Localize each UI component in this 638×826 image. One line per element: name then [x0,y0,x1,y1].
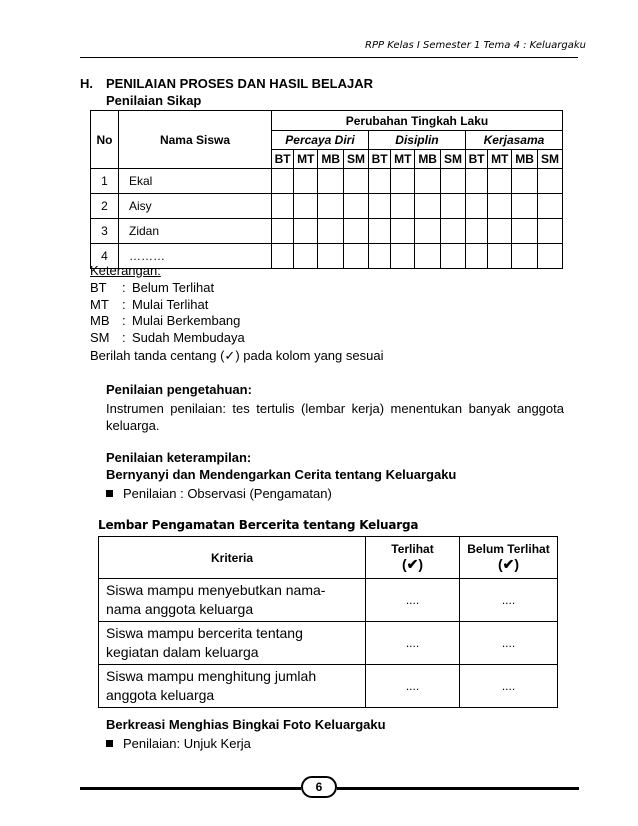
row-no: 1 [91,169,119,194]
table-row [91,244,563,269]
lembar-title: Lembar Pengamatan Bercerita tentang Keluarga [98,518,419,532]
level-header: BT [465,150,487,169]
footer-rule-right [337,787,579,790]
level-header: MT [391,150,415,169]
level-header: MB [318,150,344,169]
terlihat-cell: .... [366,665,460,708]
section-title: PENILAIAN PROSES DAN HASIL BELAJAR [106,76,374,91]
pengetahuan-heading: Penilaian pengetahuan: [106,382,252,397]
col-belum-header: Belum Terlihat (✔) [460,537,558,579]
bullet-icon [106,490,113,497]
legend-item: BT : Belum Terlihat [90,280,215,295]
col-no-header: No [91,111,119,169]
level-header: SM [344,150,369,169]
level-header: BT [368,150,390,169]
section-letter: H. [80,76,93,91]
belum-cell: .... [460,579,558,622]
col-nama-header: Nama Siswa [119,111,272,169]
row-nama: Aisy [119,194,272,219]
kriteria-cell: Siswa mampu bercerita tentang kegiatan dalam keluarga [99,622,366,665]
aspect-kerjasama: Kerjasama [465,131,562,150]
kriteria-cell: Siswa mampu menyebutkan nama-nama anggota keluarga [99,579,366,622]
kriteria-cell: Siswa mampu menghitung jumlah anggota keluarga [99,665,366,708]
row-nama: ……… [119,244,272,269]
belum-cell: .... [460,622,558,665]
aspect-disiplin: Disiplin [368,131,465,150]
col-terlihat-header: Terlihat (✔) [366,537,460,579]
legend-list [90,280,245,346]
legend-item: MB : Mulai Berkembang [90,313,241,328]
table-row [99,622,558,665]
level-header: BT [272,150,294,169]
table-row [99,665,558,708]
table-row [91,194,563,219]
col-kriteria-header: Kriteria [99,537,366,579]
keterampilan-subheading: Bernyanyi dan Mendengarkan Cerita tentang Keluargaku [106,467,457,482]
header-rule [80,57,578,58]
sikap-table [90,110,563,269]
table-row [99,579,558,622]
keterampilan-bullet: Penilaian : Observasi (Pengamatan) [106,486,332,501]
level-header: SM [538,150,563,169]
kreasi-heading: Berkreasi Menghias Bingkai Foto Keluargaku [106,717,386,732]
keterampilan-heading: Penilaian keterampilan: [106,450,252,465]
terlihat-cell: .... [366,622,460,665]
level-header: MB [415,150,441,169]
keterangan-label: Keterangan: [90,263,161,278]
terlihat-cell: .... [366,579,460,622]
row-nama: Ekal [119,169,272,194]
sikap-heading: Penilaian Sikap [106,93,202,108]
lembar-table [98,536,558,708]
row-no: 2 [91,194,119,219]
kreasi-bullet: Penilaian: Unjuk Kerja [106,736,251,751]
page-number: 6 [301,776,337,798]
row-nama: Zidan [119,219,272,244]
group-header: Perubahan Tingkah Laku [272,111,563,131]
level-header: SM [441,150,466,169]
table-row [91,169,563,194]
level-header: MT [294,150,318,169]
legend-item: MT : Mulai Terlihat [90,296,209,312]
belum-cell: .... [460,665,558,708]
level-header: MB [512,150,538,169]
row-no: 3 [91,219,119,244]
table-row [91,219,563,244]
running-header: RPP Kelas I Semester 1 Tema 4 : Keluargaku [365,40,586,51]
sikap-instruction: Berilah tanda centang (✓) pada kolom yang sesuai [90,348,384,363]
bullet-icon [106,740,113,747]
aspect-percaya-diri: Percaya Diri [272,131,369,150]
level-header: MT [488,150,512,169]
footer-rule-left [80,787,301,790]
legend-item: SM : Sudah Membudaya [90,329,245,345]
pengetahuan-text: Instrumen penilaian: tes tertulis (lembar kerja) menentukan banyak anggota keluarga. [106,401,564,433]
row-no: 4 [91,244,119,269]
